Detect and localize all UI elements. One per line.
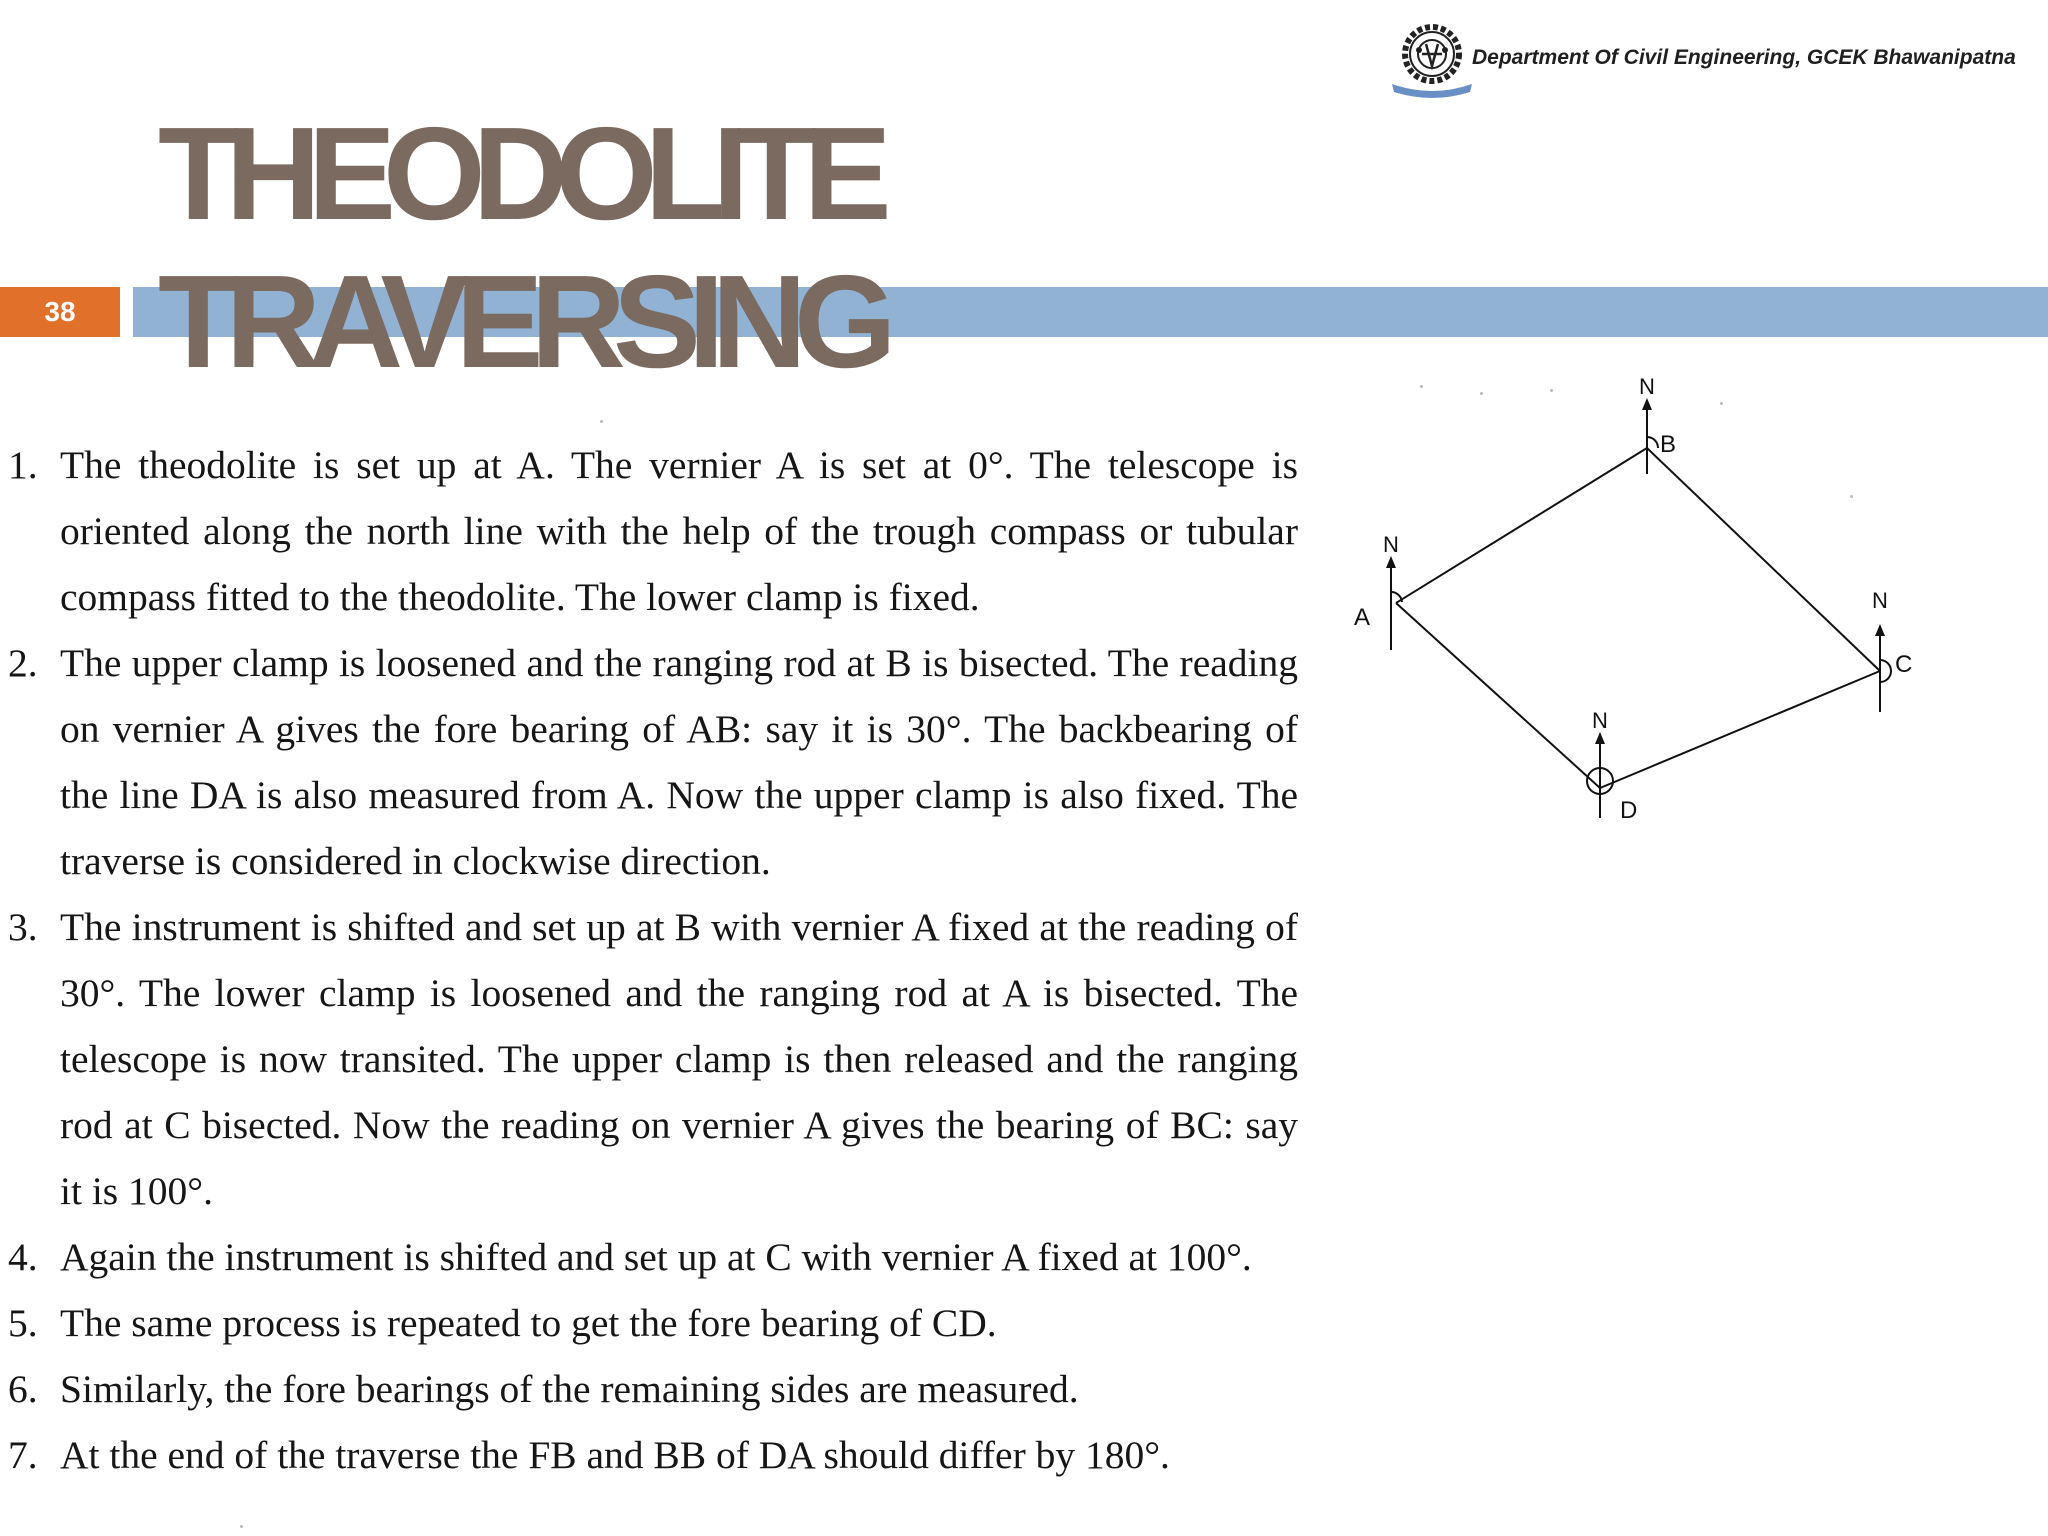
slide-number: 38 [0, 287, 120, 337]
station-a [1354, 532, 1402, 650]
north-label-d: N [1592, 708, 1608, 733]
north-label-c: N [1872, 588, 1888, 613]
scan-speck [1420, 385, 1423, 388]
traverse-line-da [1396, 603, 1600, 788]
procedure-step-6 [8, 1356, 1298, 1422]
station-label-a: A [1354, 604, 1371, 631]
step-number: 4. [8, 1235, 38, 1279]
step-text: The theodolite is set up at A. The vernier A is set at 0°. The telescope is oriented along the north line with the help of the trough compass or tubular compass fitted to the theodolite. The lower clamp is fixed. [60, 443, 1298, 619]
step-number: 5. [8, 1301, 38, 1345]
procedure-step-2 [8, 630, 1298, 894]
slide-title [158, 100, 938, 396]
step-text: The upper clamp is loosened and the ranging rod at B is bisected. The reading on vernier A gives the fore bearing of AB: say it is 30°. The backbearing of the line DA is also measured from A. Now the upper clamp is also fixed. The traverse is considered in clockwise direction. [60, 641, 1298, 883]
procedure-step-3 [8, 894, 1298, 1224]
scan-speck [1550, 389, 1553, 392]
step-text: The same process is repeated to get the fore bearing of CD. [60, 1301, 997, 1345]
step-text: Again the instrument is shifted and set up at C with vernier A fixed at 100°. [60, 1235, 1252, 1279]
station-d [1587, 708, 1637, 820]
station-label-b: B [1660, 431, 1677, 458]
procedure-list [8, 432, 1298, 1488]
college-logo-icon [1384, 18, 1480, 98]
title-line-2: TRAVERSING [158, 248, 884, 395]
procedure-step-5 [8, 1290, 1298, 1356]
scan-speck [600, 420, 603, 423]
department-name: Department Of Civil Engineering, GCEK Bhawanipatna [1472, 46, 2016, 69]
procedure-step-7 [8, 1422, 1298, 1488]
department-header [1380, 18, 2048, 98]
station-c [1872, 588, 1912, 712]
step-text: At the end of the traverse the FB and BB of DA should differ by 180°. [60, 1433, 1170, 1477]
scan-speck [1720, 402, 1723, 405]
step-text: Similarly, the fore bearings of the remaining sides are measured. [60, 1367, 1079, 1411]
step-number: 7. [8, 1433, 38, 1477]
title-line-1: THEODOLITE [158, 100, 879, 247]
traverse-diagram [1330, 370, 1950, 820]
scan-speck [1850, 495, 1853, 498]
step-number: 2. [8, 641, 38, 685]
traverse-line-bc [1647, 448, 1880, 671]
procedure-step-1 [8, 432, 1298, 630]
traverse-line-ab [1396, 448, 1647, 603]
traverse-line-cd [1600, 671, 1880, 788]
step-number: 1. [8, 443, 38, 487]
station-label-d: D [1620, 797, 1638, 820]
north-label-b: N [1639, 374, 1655, 399]
step-number: 6. [8, 1367, 38, 1411]
station-label-c: C [1895, 651, 1913, 678]
north-label-a: N [1383, 532, 1399, 557]
step-number: 3. [8, 905, 38, 949]
scan-speck [240, 1525, 243, 1528]
scan-speck [1480, 392, 1483, 395]
procedure-step-4 [8, 1224, 1298, 1290]
step-text: The instrument is shifted and set up at B with vernier A fixed at the reading of 30°. The lower clamp is loosened and the ranging rod at A is bisected. The telescope is now transited. The upper clamp is then released and the ranging rod at C bisected. Now the reading on vernier A gives the bearing of BC: say it is 100°. [60, 905, 1298, 1213]
